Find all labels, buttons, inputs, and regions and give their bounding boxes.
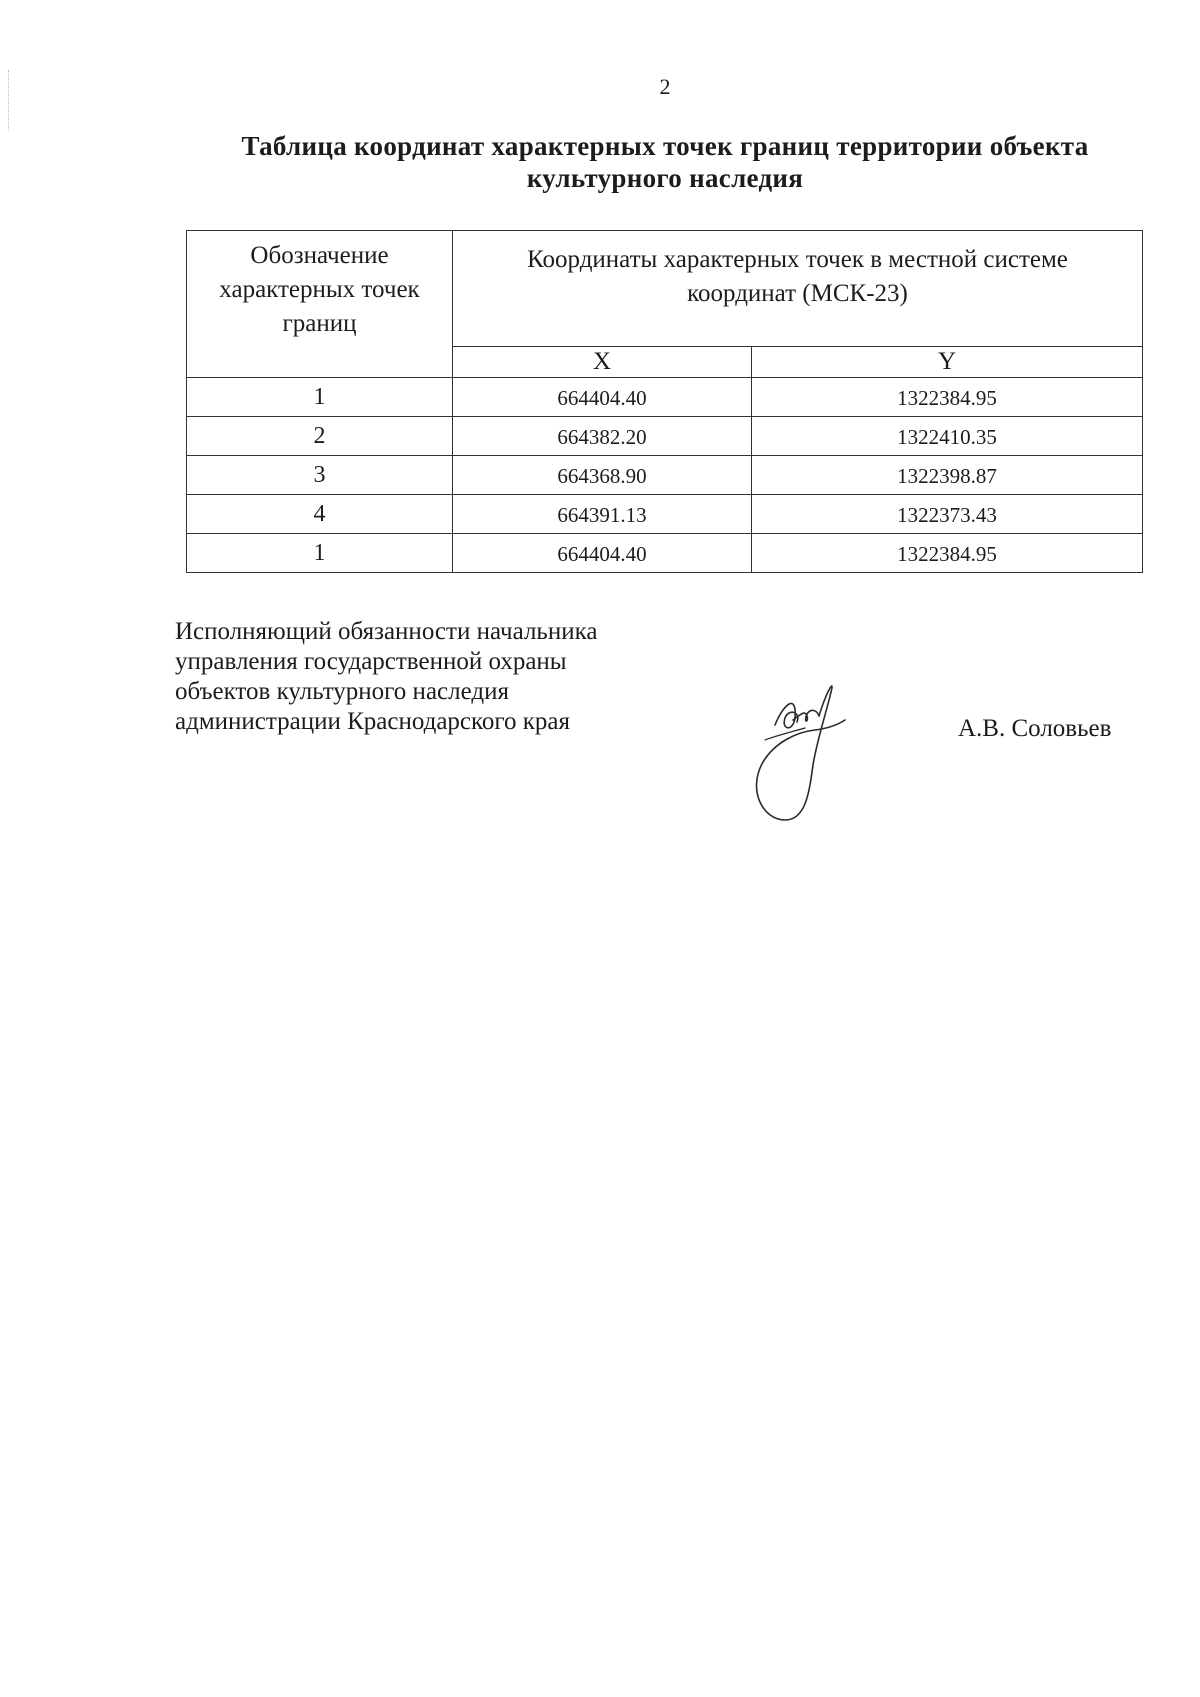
handwritten-signature [735,670,865,830]
cell-point: 4 [187,495,453,534]
cell-point: 3 [187,456,453,495]
signatory-position [175,617,597,737]
header-y: Y [752,347,1143,378]
header-designation-line-3: границ [282,310,357,337]
position-line-2: управления государственной охраны [175,648,567,675]
table-row [187,456,1143,495]
coordinates-table [186,230,1143,573]
cell-y: 1322384.95 [752,378,1143,417]
header-designation-line-2: характерных точек [219,276,420,303]
header-coordinates-line-2: координат (МСК-23) [687,280,908,307]
cell-point: 1 [187,378,453,417]
table-header-row [187,231,1143,347]
position-line-3: объектов культурного наследия [175,678,509,705]
header-x: X [453,347,752,378]
cell-x: 664404.40 [453,378,752,417]
cell-point: 1 [187,534,453,573]
cell-y: 1322398.87 [752,456,1143,495]
title-line-1: Таблица координат характерных точек границ территории объекта [241,131,1089,161]
cell-y: 1322410.35 [752,417,1143,456]
header-coordinates [453,231,1143,347]
table-row [187,378,1143,417]
cell-y: 1322373.43 [752,495,1143,534]
signer-name: А.В. Соловьев [958,715,1112,742]
cell-y: 1322384.95 [752,534,1143,573]
header-coordinates-line-1: Координаты характерных точек в местной системе [527,246,1068,273]
cell-point: 2 [187,417,453,456]
header-designation-line-1: Обозначение [250,242,389,269]
page-number: 2 [659,74,671,99]
table-row [187,495,1143,534]
cell-x: 664368.90 [453,456,752,495]
cell-x: 664382.20 [453,417,752,456]
title-line-2: культурного наследия [526,163,804,193]
cell-x: 664391.13 [453,495,752,534]
cell-x: 664404.40 [453,534,752,573]
table-row [187,417,1143,456]
table-row [187,534,1143,573]
position-line-1: Исполняющий обязанности начальника [175,618,598,645]
header-point-designation [187,231,453,378]
document-title [0,130,1200,194]
position-line-4: администрации Краснодарского края [175,708,571,735]
